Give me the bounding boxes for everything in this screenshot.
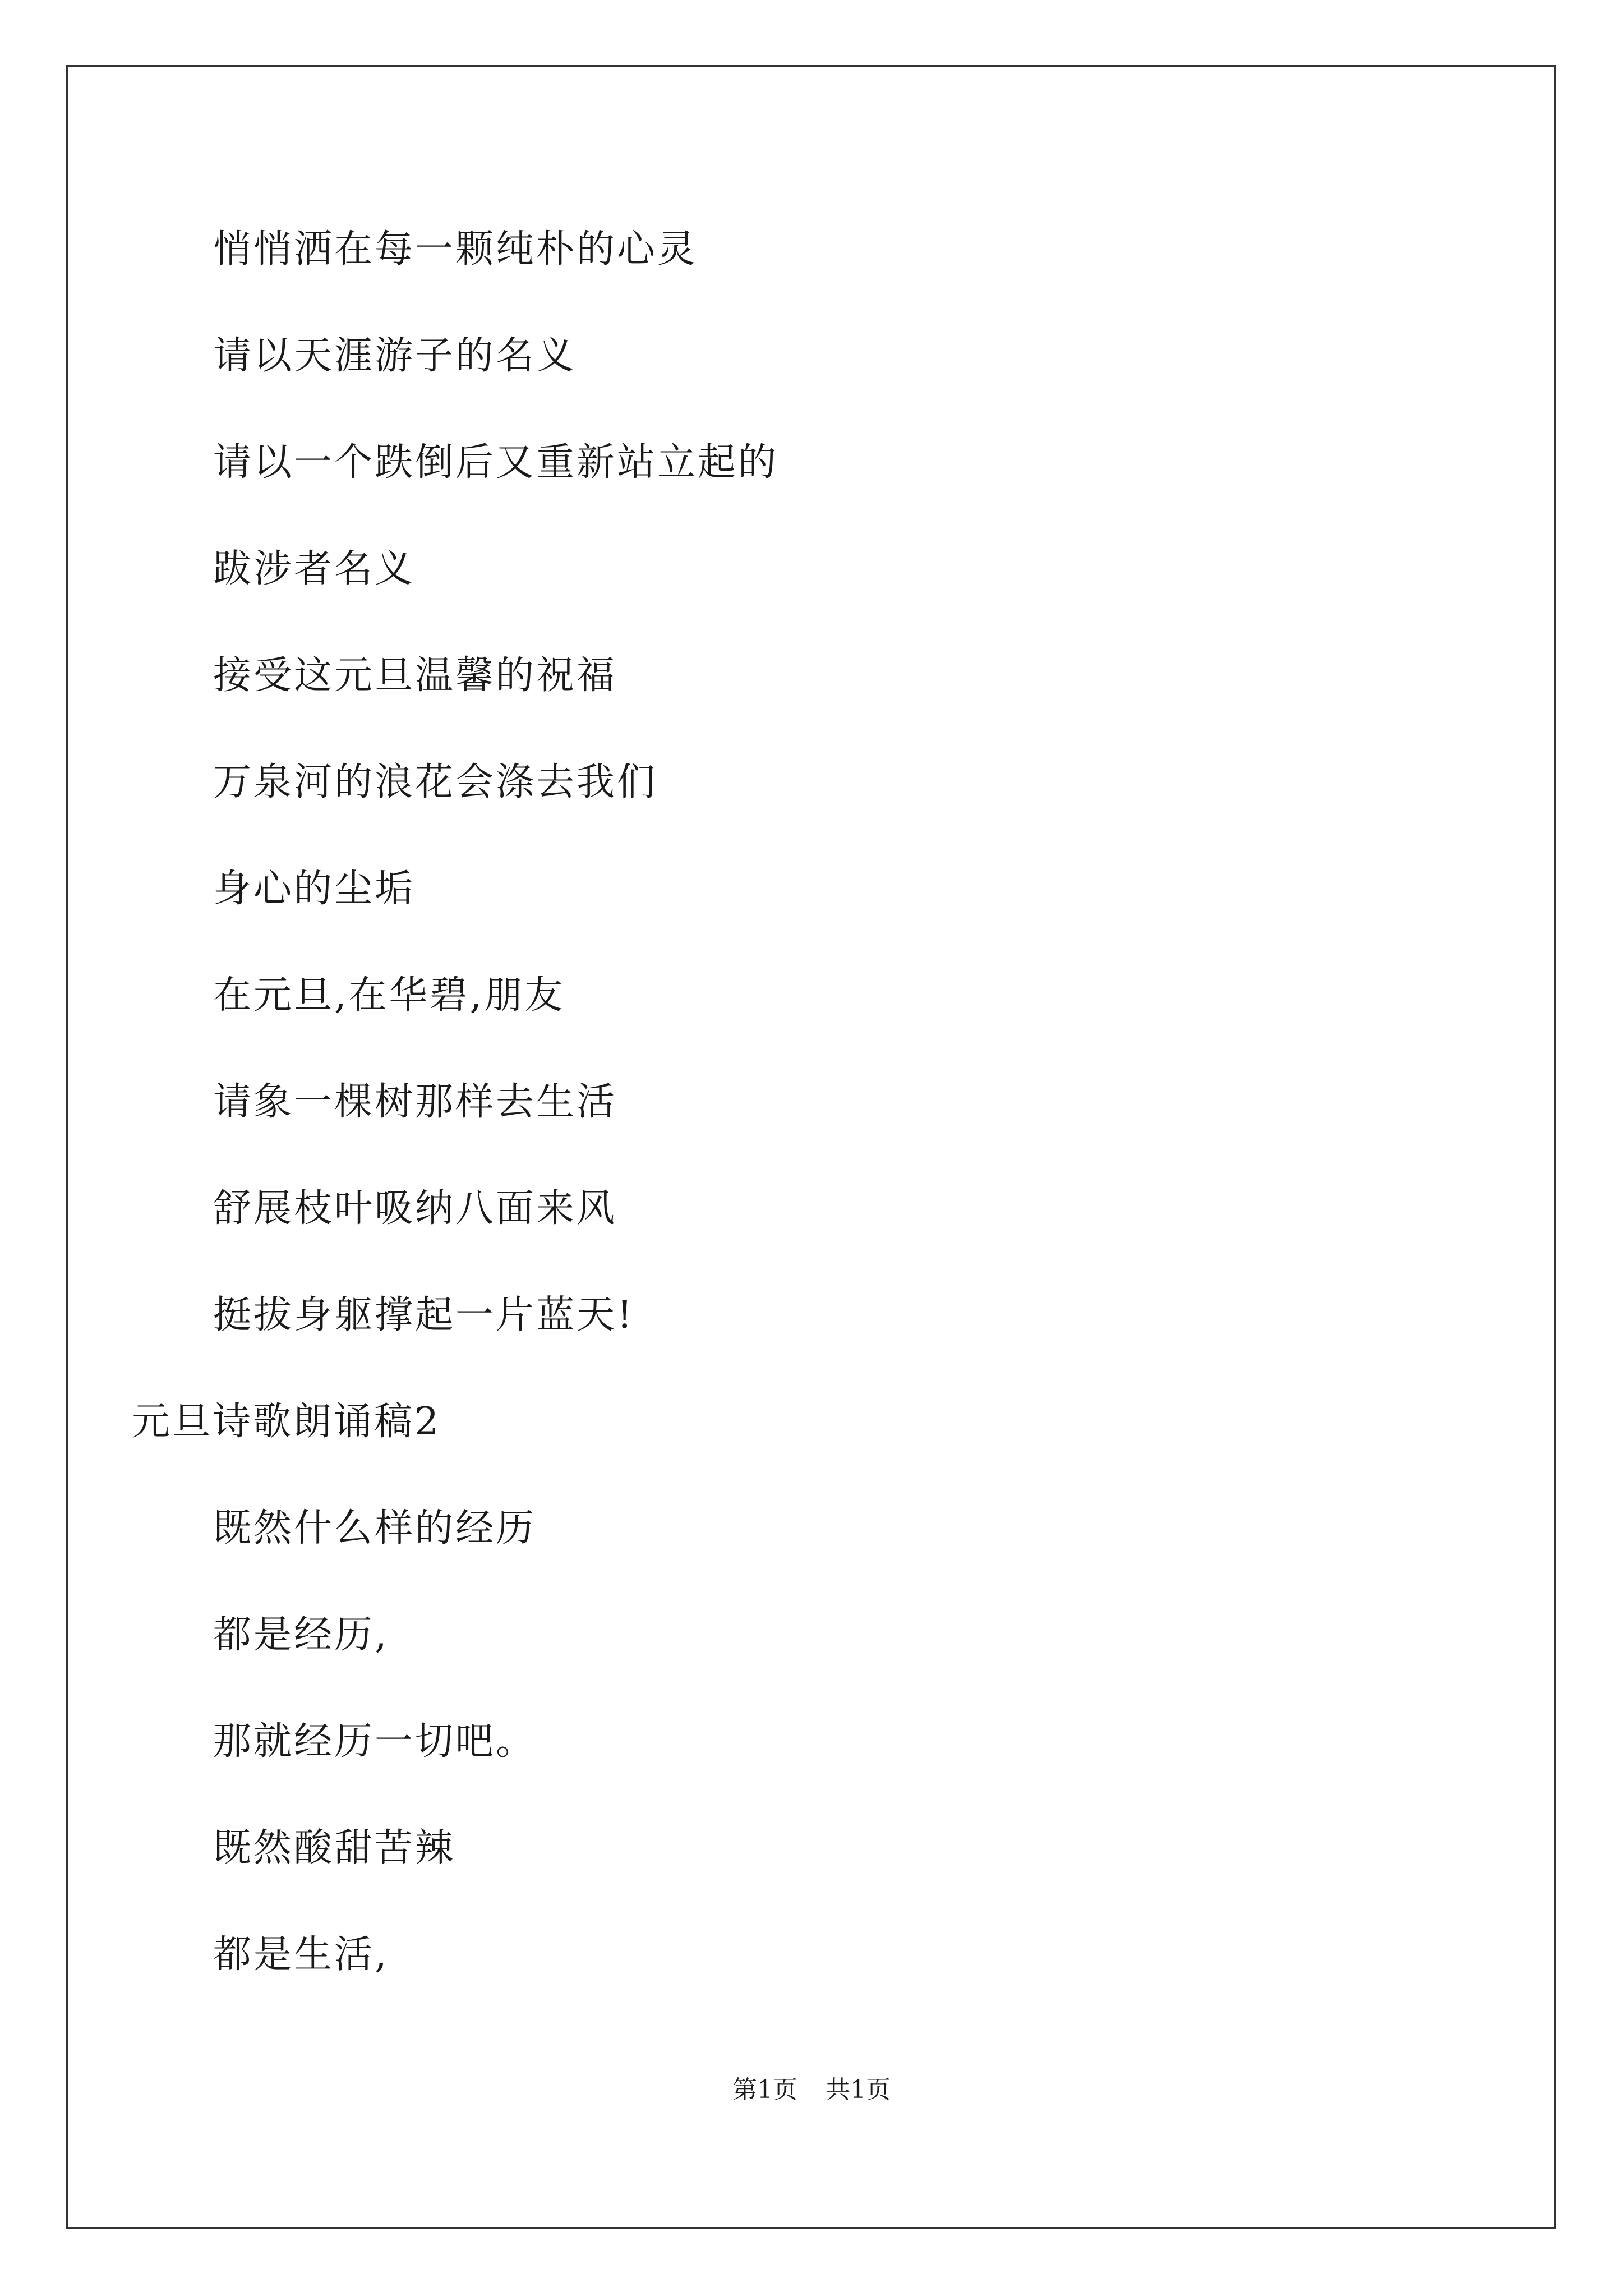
poem-line: 既然什么样的经历	[213, 1506, 537, 1550]
poem-line: 请以天涯游子的名义	[213, 334, 577, 378]
poem-line: 跋涉者名义	[213, 547, 416, 591]
page-footer	[0, 2074, 1623, 2106]
poem-line: 接受这元旦温馨的祝福	[213, 654, 617, 698]
section-heading: 元旦诗歌朗诵稿2	[132, 1400, 441, 1444]
poem-line: 悄悄洒在每一颗纯朴的心灵	[213, 227, 698, 272]
poem-line: 在元旦,在华碧,朋友	[213, 973, 565, 1018]
poem-line: 身心的尘垢	[213, 867, 416, 911]
poem-line: 舒展枝叶吸纳八面来风	[213, 1186, 617, 1231]
poem-line: 既然酸甜苦辣	[213, 1826, 456, 1870]
poem-line: 万泉河的浪花会涤去我们	[213, 760, 658, 804]
poem-line: 那就经历一切吧。	[213, 1719, 537, 1764]
page-number: 第1页	[732, 2076, 797, 2104]
poem-line: 请象一棵树那样去生活	[213, 1080, 617, 1124]
page-total: 共1页	[826, 2076, 891, 2104]
poem-line: 都是生活,	[213, 1932, 389, 1977]
poem-line: 都是经历,	[213, 1613, 389, 1657]
poem-line: 挺拔身躯撑起一片蓝天!	[213, 1293, 635, 1337]
poem-line: 请以一个跌倒后又重新站立起的	[213, 440, 779, 485]
